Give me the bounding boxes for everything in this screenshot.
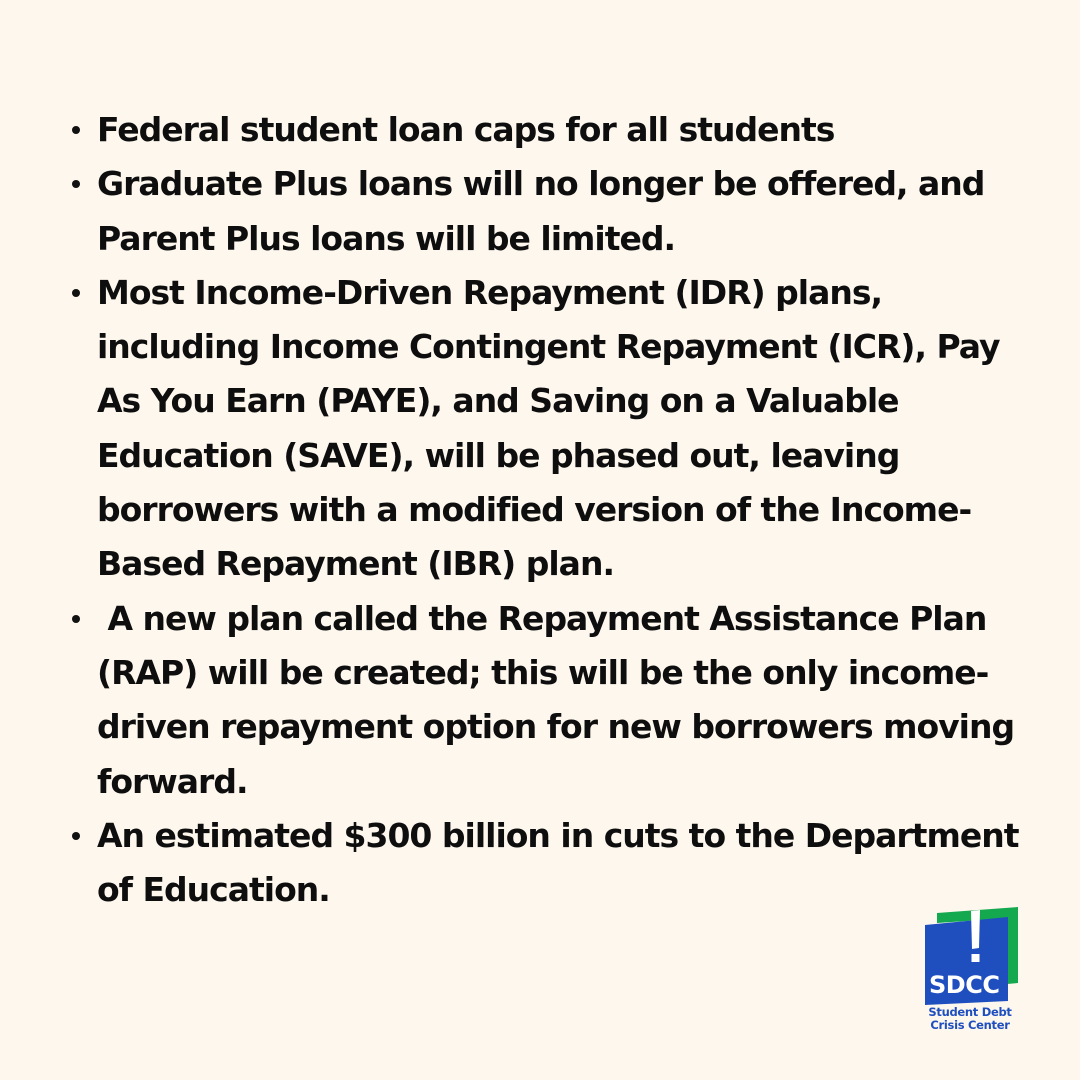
bullet-dot-icon [72, 180, 80, 188]
bullet-text: Federal student loan caps for all students [97, 110, 835, 149]
bullet-item [72, 592, 1047, 809]
bullet-dot-icon [72, 289, 80, 297]
logo-abbreviation: SDCC [929, 971, 1000, 999]
bullet-list [72, 103, 1047, 917]
sdcc-logo [920, 905, 1024, 1040]
bullet-text: A new plan called the Repayment Assistance Plan (RAP) will be created; this will be the only income-driven repayment option for new borrowers moving forward. [97, 598, 1025, 801]
bullet-text: Most Income-Driven Repayment (IDR) plans, including Income Contingent Repayment (ICR), Pay As You Earn (PAYE), and Saving on a Valuable Education (SAVE), will be phased out, leaving borrowers with a modified version of the Income-Based Repayment (IBR) plan. [97, 272, 1011, 584]
logo-caption-line1: Student Debt [928, 1005, 1012, 1019]
bullet-dot-icon [72, 126, 80, 134]
bullet-item [72, 266, 1047, 592]
bullet-item [72, 809, 1047, 918]
bullet-item [72, 103, 1047, 157]
logo-caption-line2: Crisis Center [930, 1018, 1010, 1032]
logo-caption [920, 1006, 1020, 1032]
bullet-text: An estimated $300 billion in cuts to the Department of Education. [97, 815, 1029, 910]
bullet-dot-icon [72, 832, 80, 840]
bullet-item [72, 157, 1047, 266]
bullet-dot-icon [72, 615, 80, 623]
sdcc-logo-mark-icon [920, 905, 1024, 1005]
bullet-text: Graduate Plus loans will no longer be offered, and Parent Plus loans will be limited. [97, 164, 995, 258]
